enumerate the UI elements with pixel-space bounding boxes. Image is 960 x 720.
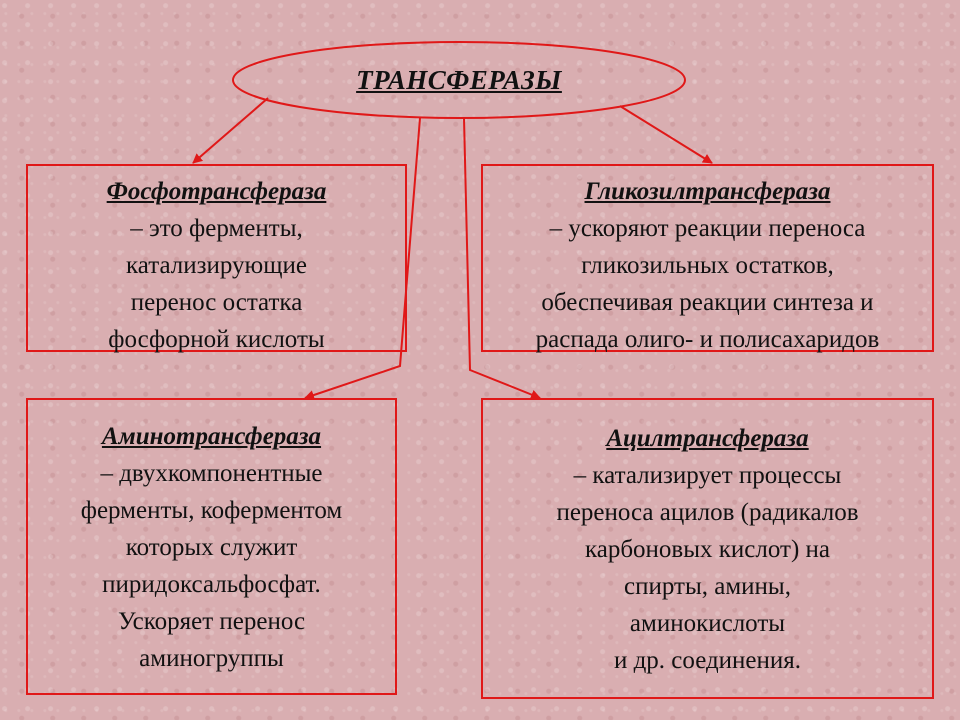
- box-text-line: аминокислоты: [629, 610, 786, 637]
- box-text-line: – катализирует процессы: [573, 462, 842, 489]
- box-glycosyltransferase: [481, 164, 934, 352]
- box-heading: Гликозилтрансфераза: [584, 178, 831, 205]
- box-heading: Фосфотрансфераза: [106, 178, 327, 205]
- box-text-line: пиридоксальфосфат.: [102, 571, 321, 598]
- box-text-line: распада олиго- и полисахаридов: [535, 326, 880, 353]
- box-text-line: – это ферменты,: [130, 215, 303, 242]
- box-text-line: переноса ацилов (радикалов: [556, 499, 859, 526]
- box-text-line: перенос остатка: [130, 289, 303, 316]
- box-text-line: – двухкомпонентные: [100, 460, 323, 487]
- box-text-line: обеспечивая реакции синтеза и: [541, 289, 874, 316]
- box-text-line: гликозильных остатков,: [581, 252, 834, 279]
- box-text-line: карбоновых кислот) на: [584, 536, 831, 563]
- box-text-line: Ускоряет перенос: [117, 608, 306, 635]
- box-text-line: – ускоряют реакции переноса: [549, 215, 866, 242]
- box-text-line: и др. соединения.: [613, 647, 802, 674]
- diagram-title: ТРАНСФЕРАЗЫ: [356, 64, 562, 95]
- box-acyltransferase: [481, 398, 934, 699]
- box-text-line: ферменты, коферментом: [80, 497, 343, 524]
- box-text-line: фосфорной кислоты: [108, 326, 325, 353]
- box-phosphotransferase: [26, 164, 407, 352]
- box-text-line: которых служит: [125, 534, 298, 561]
- box-heading: Аминотрансфераза: [101, 423, 322, 450]
- box-aminotransferase: [26, 398, 397, 695]
- box-text-line: катализирующие: [126, 252, 307, 279]
- box-text-line: спирты, амины,: [624, 573, 791, 600]
- box-heading: Ацилтрансфераза: [606, 425, 809, 452]
- box-text-line: аминогруппы: [139, 645, 284, 672]
